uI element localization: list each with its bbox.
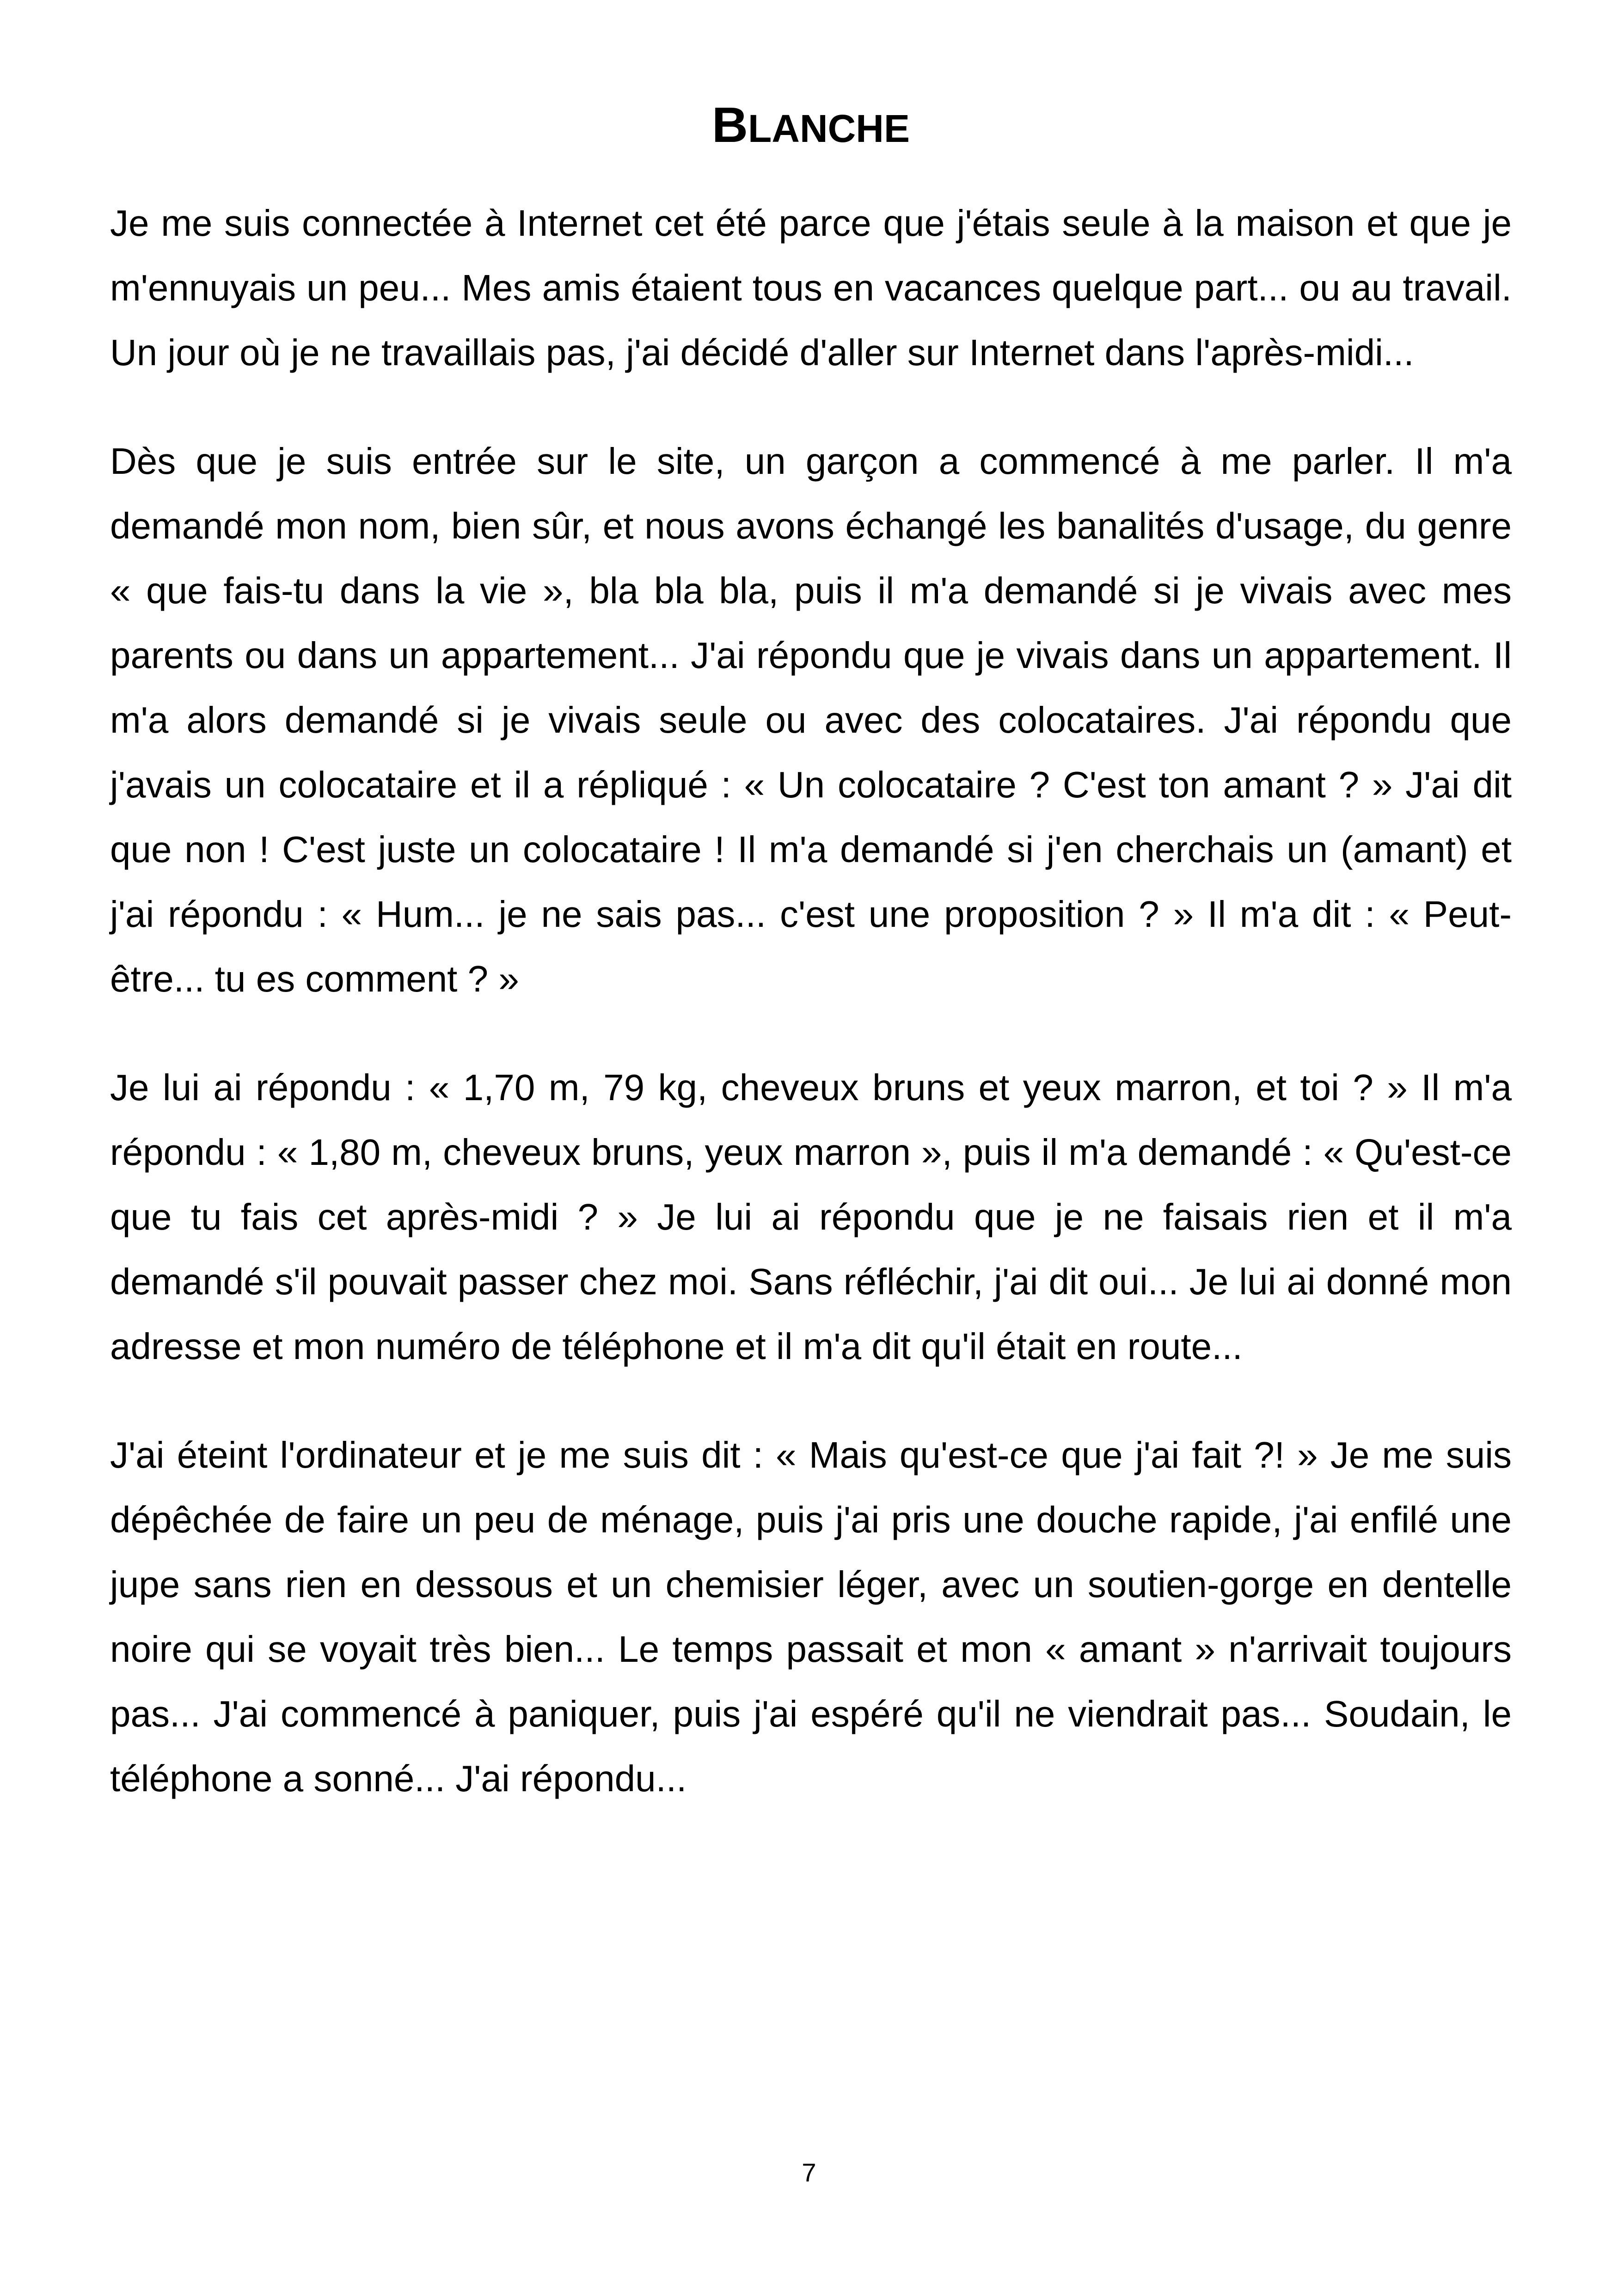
chapter-title bbox=[110, 90, 1512, 163]
chapter-title-initial: B bbox=[712, 97, 748, 153]
chapter-title-rest: LANCHE bbox=[748, 107, 910, 150]
paragraph-4: J'ai éteint l'ordinateur et je me suis dit : « Mais qu'est-ce que j'ai fait ?! » Je me suis dépêchée de faire un peu de ménage, puis j'ai pris une douche rapide, j'ai enfilé une jupe sans rien en dessous et un chemisier léger, avec un soutien-gorge en dentelle noire qui se voyait très bien... Le temps passait et mon « amant » n'arrivait toujours pas... J'ai commencé à paniquer, puis j'ai espéré qu'il ne viendrait pas... Soudain, le téléphone a sonné... J'ai répondu... bbox=[110, 1434, 1512, 1799]
paragraph-2: Dès que je suis entrée sur le site, un garçon a commencé à me parler. Il m'a demandé mon nom, bien sûr, et nous avons échangé les banalités d'usage, du genre « que fais-tu dans la vie », bla bla bla, puis il m'a demandé si je vivais avec mes parents ou dans un appartement... J'ai répondu que je vivais dans un appartement. Il m'a alors demandé si je vivais seule ou avec des colocataires. J'ai répondu que j'avais un colocataire et il a répliqué : « Un colocataire ? C'est ton amant ? » J'ai dit que non ! C'est juste un colocataire ! Il m'a demandé si j'en cherchais un (amant) et j'ai répondu : « Hum... je ne sais pas... c'est une proposition ? » Il m'a dit : « Peut-être... tu es comment ? » bbox=[110, 441, 1512, 999]
paragraph-3: Je lui ai répondu : « 1,70 m, 79 kg, cheveux bruns et yeux marron, et toi ? » Il m'a répondu : « 1,80 m, cheveux bruns, yeux marron », puis il m'a demandé : « Qu'est-ce que tu fais cet après-midi ? » Je lui ai répondu que je ne faisais rien et il m'a demandé s'il pouvait passer chez moi. Sans réfléchir, j'ai dit oui... Je lui ai donné mon adresse et mon numéro de téléphone et il m'a dit qu'il était en route... bbox=[110, 1067, 1512, 1367]
page-number: 7 bbox=[802, 2158, 816, 2187]
paragraph-1: Je me suis connectée à Internet cet été parce que j'étais seule à la maison et que je m'ennuyais un peu... Mes amis étaient tous en vacances quelque part... ou au travail. Un jour où je ne travaillais pas, j'ai décidé d'aller sur Internet dans l'après-midi... bbox=[110, 202, 1512, 373]
